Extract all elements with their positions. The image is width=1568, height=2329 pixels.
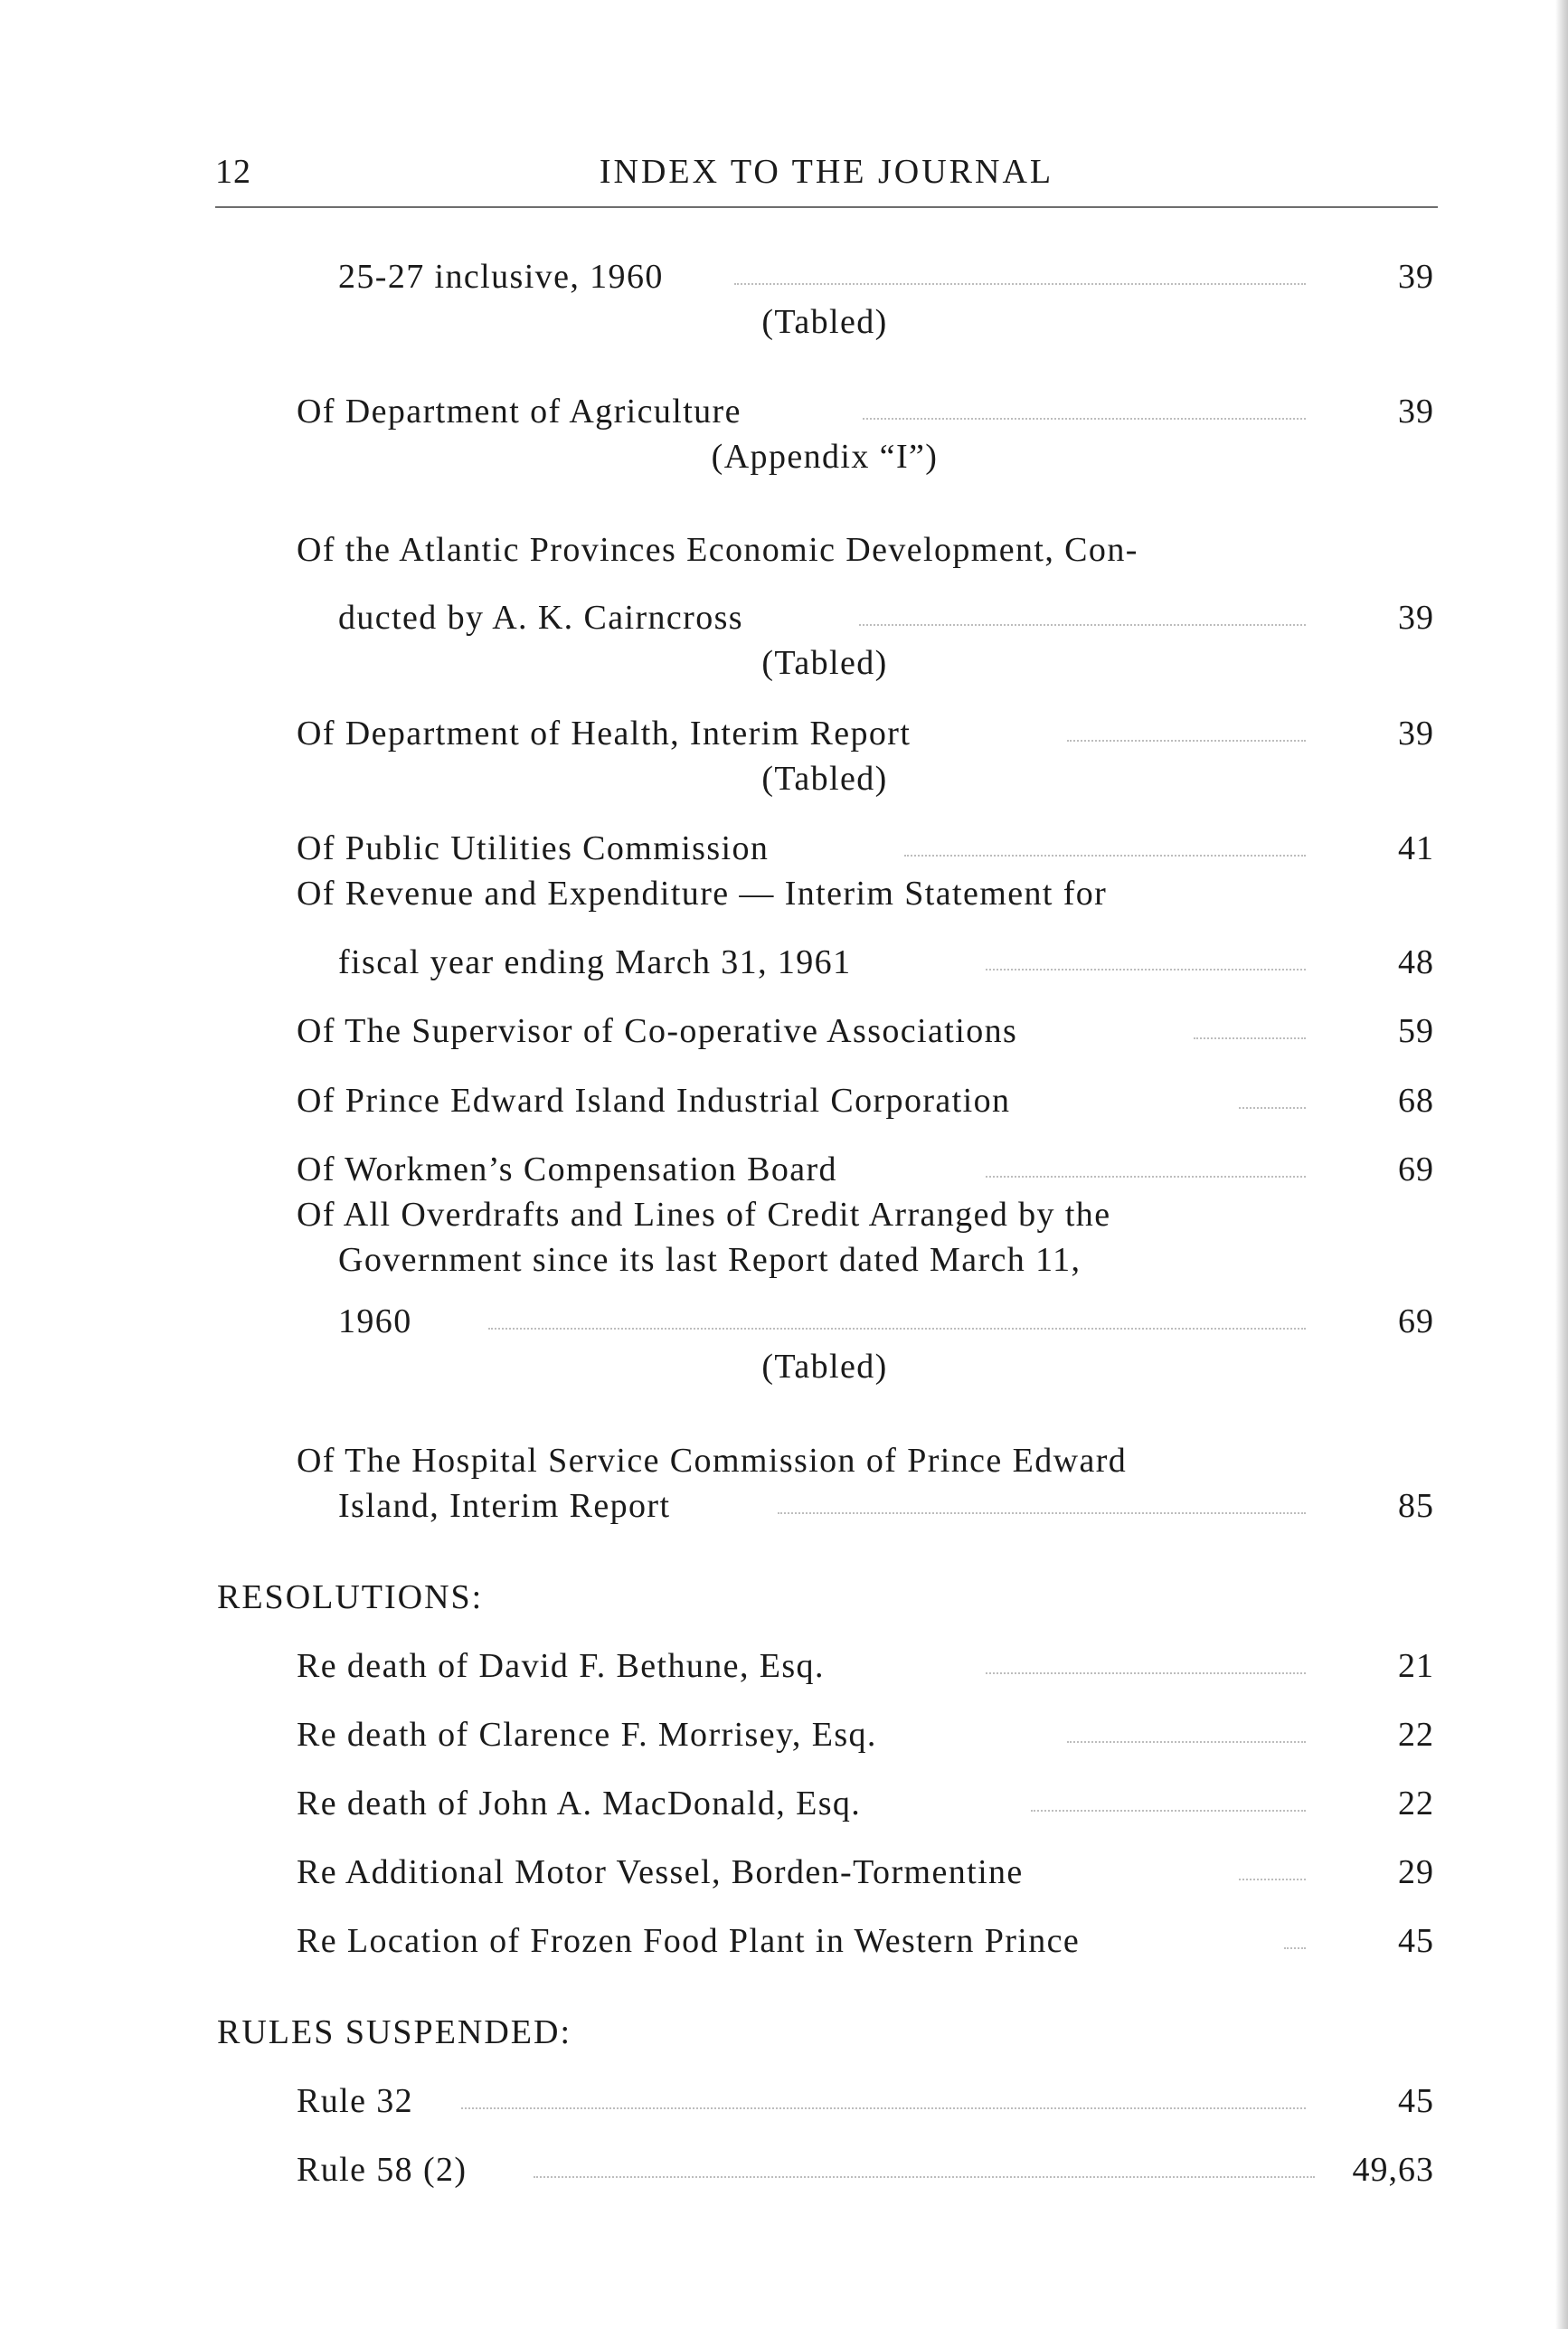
entry-text: Re death of Clarence F. Morrisey, Esq. [297,1716,877,1754]
dot-leader [1239,1879,1306,1880]
entry-page-ref: 39 [1398,715,1434,753]
header-rule [215,206,1438,208]
entry-text: ducted by A. K. Cairncross [338,599,743,637]
entry-text: Re death of John A. MacDonald, Esq. [297,1785,862,1822]
dot-leader [488,1328,1306,1330]
entry-page-ref: 39 [1398,258,1434,296]
dot-leader [986,1176,1306,1178]
entry-text: Of Workmen’s Compensation Board [297,1150,837,1188]
dot-leader [1239,1107,1306,1109]
dot-leader [1067,740,1306,742]
dot-leader [734,283,1306,285]
tabled-note: (Tabled) [761,1348,888,1386]
entry-page-ref: 85 [1398,1487,1434,1525]
appendix-note: (Appendix “I”) [711,438,939,476]
entry-text: fiscal year ending March 31, 1961 [338,943,852,981]
index-entry [0,1078,1434,1123]
dot-leader [461,2107,1306,2109]
entry-text: Of Department of Health, Interim Report [297,715,912,753]
dot-leader [986,1672,1306,1674]
dot-leader [1031,1810,1306,1812]
entry-text-line: Of Revenue and Expenditure — Interim Statement for [297,875,1108,913]
entry-text-line: Government since its last Report dated March 11, [338,1241,1082,1279]
index-entry [0,2147,1434,2192]
index-entry [0,826,1434,871]
dot-leader [904,855,1306,857]
entry-text-line: Of All Overdrafts and Lines of Credit Arranged by the [297,1196,1111,1234]
dot-leader [863,418,1306,420]
entry-page-ref: 21 [1398,1647,1434,1685]
index-entry [0,1147,1434,1192]
dot-leader [859,624,1306,626]
entry-text: Rule 32 [297,2082,414,2120]
entry-text: Re death of David F. Bethune, Esq. [297,1647,825,1685]
entry-text: Re Additional Motor Vessel, Borden-Tormentine [297,1853,1024,1891]
entry-text: Island, Interim Report [338,1487,671,1525]
entry-page-ref: 22 [1398,1785,1434,1822]
index-entry [0,1008,1434,1054]
entry-text: Of Prince Edward Island Industrial Corporation [297,1082,1011,1120]
index-entry [0,1483,1434,1529]
index-entry [0,2078,1434,2124]
entry-page-ref: 39 [1398,393,1434,431]
entry-page-ref: 22 [1398,1716,1434,1754]
entry-page-ref: 69 [1398,1150,1434,1188]
index-entry [0,1712,1434,1757]
dot-leader [986,969,1306,970]
tabled-note: (Tabled) [761,303,888,341]
dot-leader [1194,1037,1306,1039]
page-header [215,152,1438,206]
entry-text: Rule 58 (2) [297,2151,468,2189]
entry-text: Of Public Utilities Commission [297,829,770,867]
index-entry [0,1643,1434,1689]
index-entry [0,1850,1434,1895]
index-entry [0,389,1434,434]
entry-text-line: Of The Hospital Service Commission of Prince Edward [297,1442,1128,1480]
section-heading-rules-suspended: RULES SUSPENDED: [217,2013,571,2051]
page-number: 12 [215,153,251,191]
index-entry [0,940,1434,985]
entry-text: 1960 [338,1302,412,1340]
entry-page-ref: 29 [1398,1853,1434,1891]
index-entry [0,711,1434,756]
entry-page-ref: 45 [1398,1922,1434,1960]
entry-text: Re Location of Frozen Food Plant in Western Prince [297,1922,1081,1960]
entry-page-ref: 39 [1398,599,1434,637]
entry-page-ref: 69 [1398,1302,1434,1340]
entry-text-line: Of the Atlantic Provinces Economic Development, Con- [297,531,1138,569]
running-title: INDEX TO THE JOURNAL [599,153,1054,191]
entry-page-ref: 59 [1398,1012,1434,1050]
index-entry [0,595,1434,640]
entry-page-ref: 41 [1398,829,1434,867]
tabled-note: (Tabled) [761,644,888,682]
entry-text: Of The Supervisor of Co-operative Associations [297,1012,1018,1050]
entry-page-ref: 45 [1398,2082,1434,2120]
dot-leader [1284,1947,1306,1949]
entry-page-ref: 49,63 [1352,2151,1434,2189]
entry-page-ref: 48 [1398,943,1434,981]
index-entry [0,254,1434,299]
dot-leader [778,1512,1306,1514]
dot-leader [534,2176,1315,2178]
tabled-note: (Tabled) [761,760,888,798]
page-edge-shadow [1555,0,1568,2329]
entry-text: 25-27 inclusive, 1960 [338,258,664,296]
index-entry [0,1299,1434,1344]
index-entry [0,1918,1434,1964]
section-heading-resolutions: RESOLUTIONS: [217,1578,484,1616]
entry-page-ref: 68 [1398,1082,1434,1120]
dot-leader [1067,1741,1306,1743]
entry-text: Of Department of Agriculture [297,393,741,431]
index-entry [0,1781,1434,1826]
